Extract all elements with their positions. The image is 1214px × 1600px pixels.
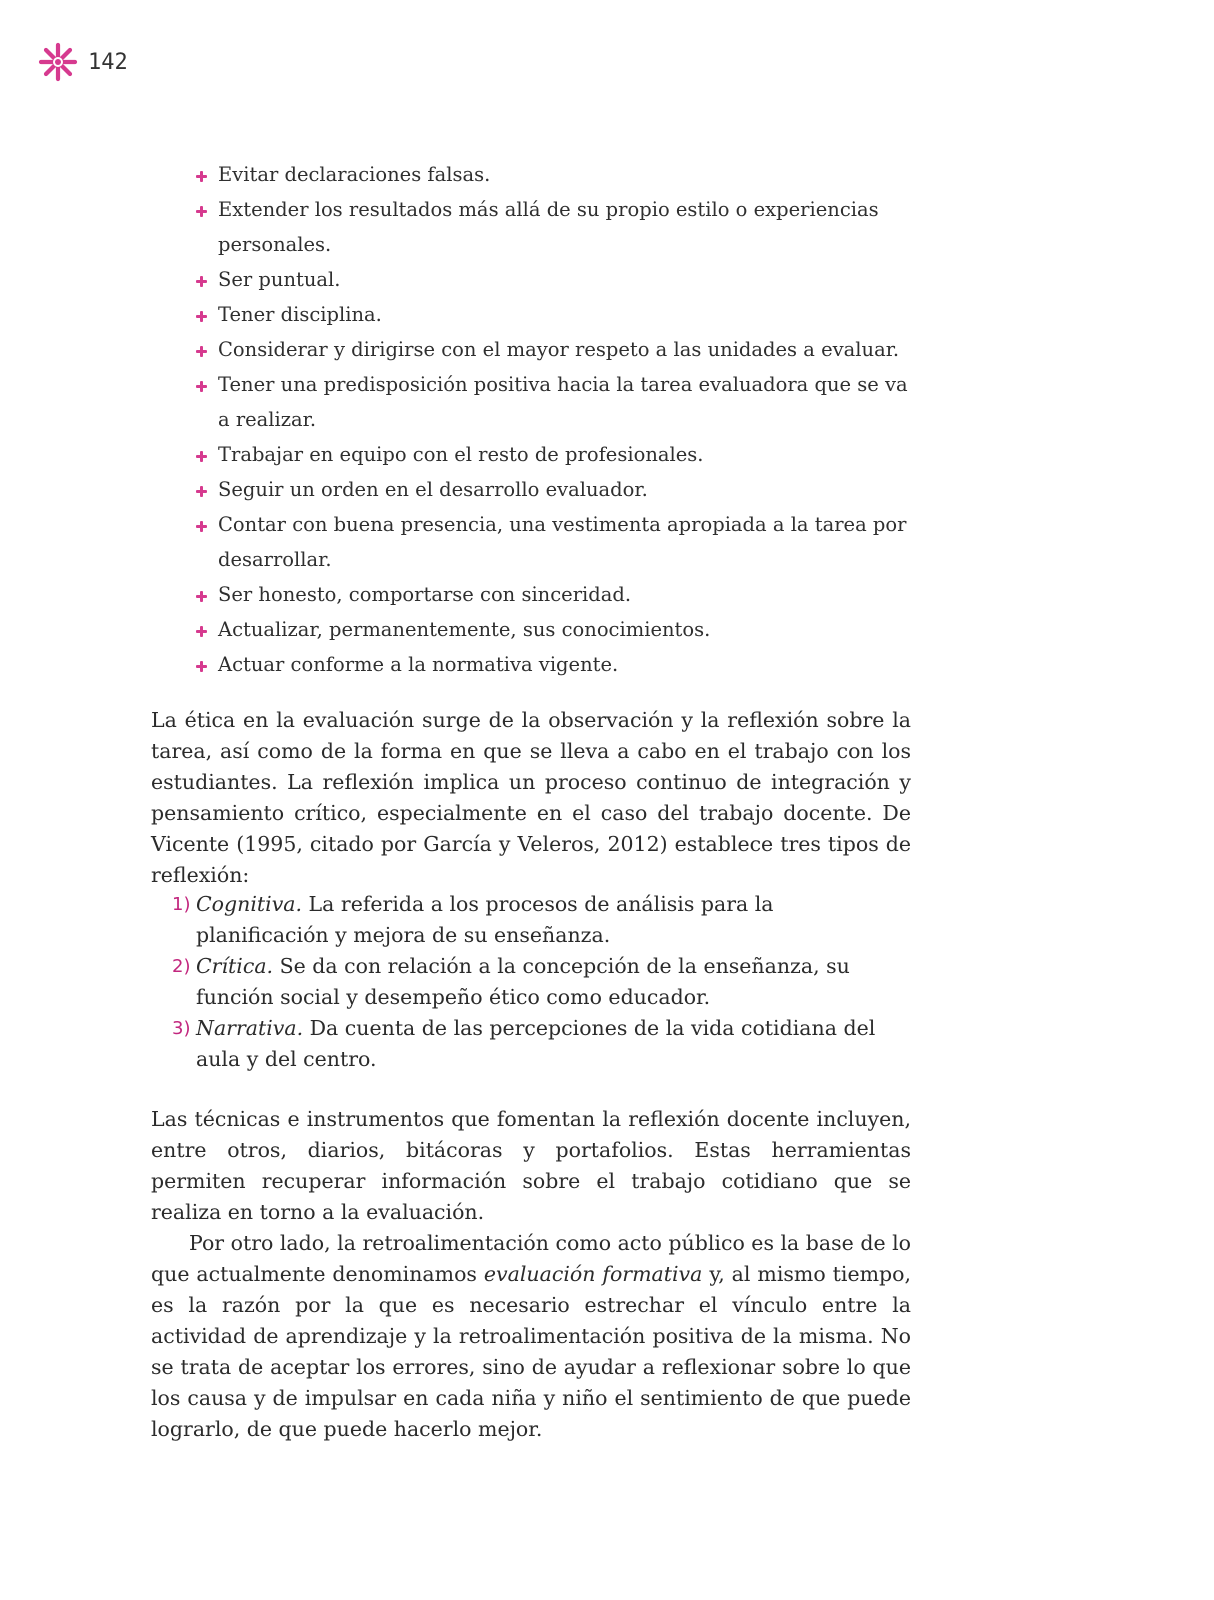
- list-item: Actuar conforme a la normativa vigente.: [196, 647, 916, 682]
- reflection-description: Da cuenta de las percepciones de la vida cotidiana del aula y del centro.: [196, 1016, 876, 1071]
- list-item: Contar con buena presencia, una vestimenta apropiada a la tarea por desarrollar.: [196, 507, 916, 577]
- list-item: Seguir un orden en el desarrollo evaluador.: [196, 472, 916, 507]
- list-item: Considerar y dirigirse con el mayor respeto a las unidades a evaluar.: [196, 332, 916, 367]
- reflection-types-list: [172, 889, 902, 1075]
- plus-bullet-icon: [196, 311, 207, 322]
- reflection-term: Crítica.: [196, 954, 274, 978]
- ethics-paragraph: La ética en la evaluación surge de la observación y la reflexión sobre la tarea, así como de la forma en que se lleva a cabo en el trabajo con los estudiantes. La reflexión implica un proceso continuo de integración y pensamiento crítico, especialmente en el caso del trabajo docente. De Vicente (1995, citado por García y Veleros, 2012) establece tres tipos de reflexión:: [151, 708, 911, 887]
- reflection-description: Se da con relación a la concepción de la enseñanza, su función social y desempeño ético como educador.: [196, 954, 850, 1009]
- plus-bullet-icon: [196, 486, 207, 497]
- emphasis-term: evaluación formativa: [483, 1262, 703, 1286]
- list-item: Tener una predisposición positiva hacia la tarea evaluadora que se va a realizar.: [196, 367, 916, 437]
- list-item: Evitar declaraciones falsas.: [196, 157, 916, 192]
- plus-bullet-icon: [196, 661, 207, 672]
- plus-bullet-icon: [196, 381, 207, 392]
- page-header: [38, 42, 128, 82]
- ethics-bullet-list: [196, 157, 916, 682]
- page-number: 142: [88, 49, 128, 75]
- plus-bullet-icon: [196, 591, 207, 602]
- plus-bullet-icon: [196, 346, 207, 357]
- asterisk-star-icon: [38, 42, 78, 82]
- techniques-paragraph: Las técnicas e instrumentos que fomentan la reflexión docente incluyen, entre otros, diarios, bitácoras y portafolios. Estas herramientas permiten recuperar información sobre el trabajo cotidiano que se realiza en torno a la evaluación.: [151, 1107, 911, 1224]
- list-item: Tener disciplina.: [196, 297, 916, 332]
- reflection-term: Cognitiva.: [196, 892, 303, 916]
- list-item: Ser puntual.: [196, 262, 916, 297]
- plus-bullet-icon: [196, 626, 207, 637]
- feedback-paragraph: Por otro lado, la retroalimentación como acto público es la base de lo que actualmente denominamos evaluación formativa y, al mismo tiempo, es la razón por la que es necesario estrechar el vínculo entre la actividad de aprendizaje y la retroalimentación positiva de la misma. No se trata de aceptar los errores, sino de ayudar a reflexionar sobre lo que los causa y de impulsar en cada niña y niño el sentimiento de que puede lograrlo, de que puede hacerlo mejor.: [151, 1231, 911, 1441]
- list-item: [172, 889, 902, 951]
- list-item: [172, 1013, 902, 1075]
- item-number: 2): [172, 956, 191, 977]
- plus-bullet-icon: [196, 276, 207, 287]
- plus-bullet-icon: [196, 206, 207, 217]
- reflection-term: Narrativa.: [196, 1016, 304, 1040]
- list-item: Actualizar, permanentemente, sus conocimientos.: [196, 612, 916, 647]
- plus-bullet-icon: [196, 521, 207, 532]
- item-number: 1): [172, 894, 191, 915]
- list-item: Trabajar en equipo con el resto de profesionales.: [196, 437, 916, 472]
- reflection-description: La referida a los procesos de análisis para la planificación y mejora de su enseñanza.: [196, 892, 774, 947]
- list-item: Extender los resultados más allá de su propio estilo o experiencias personales.: [196, 192, 916, 262]
- list-item: Ser honesto, comportarse con sinceridad.: [196, 577, 916, 612]
- item-number: 3): [172, 1018, 191, 1039]
- plus-bullet-icon: [196, 171, 207, 182]
- plus-bullet-icon: [196, 451, 207, 462]
- list-item: [172, 951, 902, 1013]
